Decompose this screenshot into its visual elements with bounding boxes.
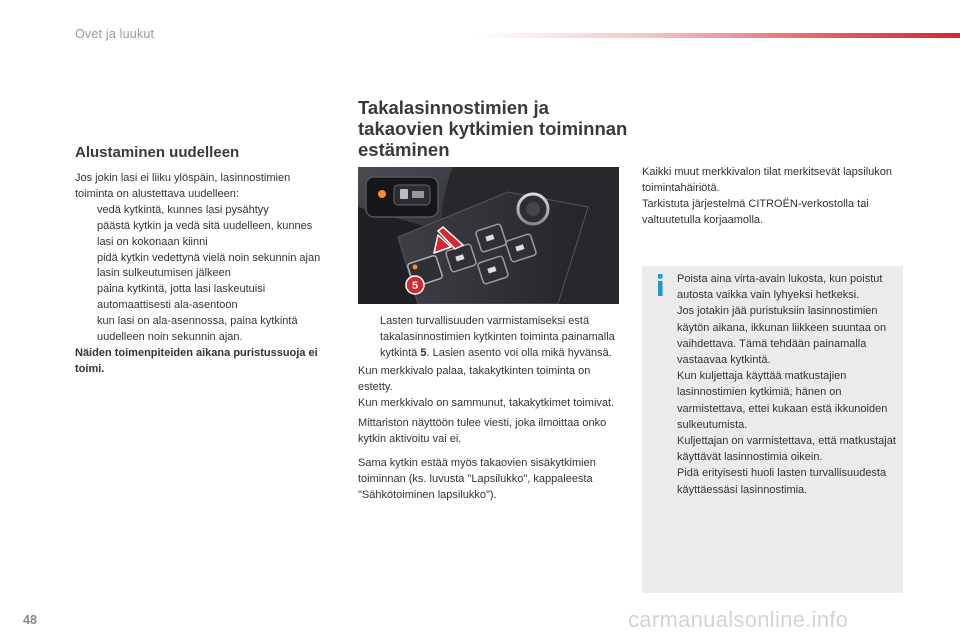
door-lock-text: Sama kytkin estää myös takaovien sisäkytkimien toiminnan (ks. luvusta "Lapsilukko", kappaleesta "Sähkötoiminen lapsilukko").: [358, 457, 596, 502]
display-message-text: Mittariston näyttöön tulee viesti, joka ilmoittaa onko kytkin aktivoitu vai ei.: [358, 417, 607, 446]
header-accent-bar: [475, 33, 960, 38]
section-heading: Alustaminen uudelleen: [75, 144, 240, 161]
service-text: Tarkistuta järjestelmä CITROËN-verkostolla tai valtuutetulla korjaamolla.: [642, 197, 869, 226]
list-item: pidä kytkin vedettynä vielä noin sekunnin ajan lasin sulkeutumisen jälkeen: [97, 251, 321, 280]
list-item: Lasten turvallisuuden varmistamiseksi estä takalasinnostimien kytkinten toiminta painamalla kytkintä 5. Lasien asento voi olla mikä hyvänsä.: [380, 315, 615, 359]
list-item: kun lasi on ala-asennossa, paina kytkintä uudelleen noin sekunnin ajan.: [97, 315, 298, 344]
malfunction-section: [642, 165, 908, 229]
steps-list: [75, 203, 327, 346]
list-item: päästä kytkin ja vedä sitä uudelleen, kunnes lasi on kokonaan kiinni: [97, 219, 313, 248]
info-text: Poista aina virta-avain lukosta, kun poistut autosta vaikka vain lyhyeksi hetkeksi. Jos jotakin jää puristuksiin lasinnostimien käytön aikana, ikkunan liikkeen suuntaa on vaihdettava. Tämä tehdään painamalla vastaavaa kytkintä. Kun kuljettaja käyttää matkustajien lasinnostimien kytkimiä, hänen on varmistettava, ettei kukaan estä ikkunoiden sulkeutumista. Kuljettajan on varmistettava, että matkustajat käyttävät lasinnostimia oikein. Pidä erityisesti huoli lasten turvallisuudesta käyttäessäsi lasinnostimia.: [677, 273, 896, 496]
child-lock-section: [358, 314, 620, 512]
chapter-title: Ovet ja luukut: [75, 27, 155, 41]
indicator-on-text: Kun merkkivalo palaa, takakytkinten toiminta on estetty. Kun merkkivalo on sammunut, takakytkimet toimivat.: [358, 364, 615, 409]
watermark: carmanualsonline.info: [628, 607, 849, 632]
page-title: Takalasinnostimien ja takaovien kytkimien toiminnan estäminen: [358, 97, 628, 160]
door-switch-photo: [358, 167, 619, 304]
list-item: paina kytkintä, jotta lasi laskeutuisi automaattisesti ala-asentoon: [97, 283, 266, 312]
malfunction-text: Kaikki muut merkkivalon tilat merkitsevät lapsilukon toimintahäiriötä.: [642, 166, 893, 194]
page-number: 48: [23, 613, 37, 627]
info-box: [642, 266, 903, 593]
warning-note: Näiden toimenpiteiden aikana puristussuoja ei toimi.: [75, 346, 318, 375]
window-switch-panel-illustration: [358, 167, 619, 304]
info-icon: [652, 274, 668, 296]
intro-text: Jos jokin lasi ei liiku ylöspäin, lasinnostimien toiminta on alustettava uudelleen:: [75, 172, 291, 200]
instruction-list: [358, 314, 620, 362]
list-item: vedä kytkintä, kunnes lasi pysähtyy: [97, 203, 269, 216]
reinitialisation-section: [75, 144, 327, 378]
callout-label: 5: [411, 280, 419, 292]
